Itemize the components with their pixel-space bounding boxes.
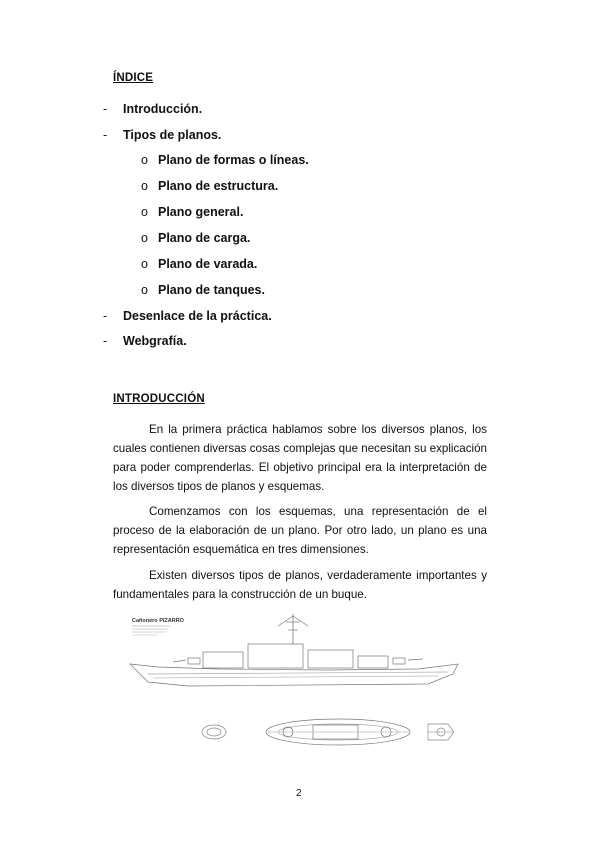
index-item-label: Introducción. bbox=[123, 102, 203, 116]
ship-side-profile bbox=[130, 614, 458, 686]
figure-caption-block bbox=[132, 618, 185, 635]
index-subitem-estructura bbox=[141, 179, 279, 193]
list-bullet: o bbox=[141, 179, 148, 193]
list-bullet: o bbox=[141, 257, 148, 271]
intro-paragraph-3: Existen diversos tipos de planos, verdaderamente importantes y fundamentales para la construcción de un buque. bbox=[113, 569, 487, 601]
index-item-label: Plano de estructura. bbox=[158, 179, 279, 193]
index-item-label: Desenlace de la práctica. bbox=[123, 309, 272, 323]
ship-deck-plan bbox=[266, 719, 410, 745]
page-number: 2 bbox=[296, 788, 302, 799]
index-item-label: Tipos de planos. bbox=[123, 128, 222, 142]
index-heading: ÍNDICE bbox=[113, 72, 154, 84]
list-bullet: o bbox=[141, 153, 148, 167]
index-subitem-general bbox=[141, 205, 244, 219]
list-dash: - bbox=[103, 334, 108, 348]
index-subitem-formas bbox=[141, 153, 309, 167]
intro-paragraph-1: En la primera práctica hablamos sobre los diversos planos, los cuales contienen diversas cosas complejas que necesitan su explicación para poder comprenderlas. El objetivo principal era la interpretación de los diversos tipos de planos y esquemas. bbox=[113, 423, 487, 493]
ship-plan-figure bbox=[128, 612, 478, 762]
figure-caption-title: Cañonero PIZARRO bbox=[132, 618, 184, 624]
index-item-desenlace bbox=[103, 309, 272, 323]
intro-heading: INTRODUCCIÓN bbox=[113, 393, 205, 405]
ship-plan-drawing bbox=[128, 612, 478, 762]
list-dash: - bbox=[103, 102, 108, 116]
index-item-label: Plano de varada. bbox=[158, 257, 258, 271]
index-item-label: Plano de formas o líneas. bbox=[158, 153, 309, 167]
index-subitem-varada bbox=[141, 257, 258, 271]
index-subitem-carga bbox=[141, 231, 251, 245]
index-item-label: Webgrafía. bbox=[123, 334, 187, 348]
list-bullet: o bbox=[141, 283, 148, 297]
intro-paragraph-2: Comenzamos con los esquemas, una representación de el proceso de la elaboración de un plano. Por otro lado, un plano es una representación esquemática en tres dimensiones. bbox=[113, 505, 487, 556]
list-dash: - bbox=[103, 309, 108, 323]
list-dash: - bbox=[103, 128, 108, 142]
index-item-tipos bbox=[103, 128, 222, 142]
index-item-label: Plano de carga. bbox=[158, 231, 251, 245]
index-item-label: Plano general. bbox=[158, 205, 244, 219]
list-bullet: o bbox=[141, 231, 148, 245]
list-bullet: o bbox=[141, 205, 148, 219]
index-item-label: Plano de tanques. bbox=[158, 283, 265, 297]
index-item-webgrafia bbox=[103, 334, 187, 348]
index-item-introduccion bbox=[103, 102, 203, 116]
index-subitem-tanques bbox=[141, 283, 265, 297]
